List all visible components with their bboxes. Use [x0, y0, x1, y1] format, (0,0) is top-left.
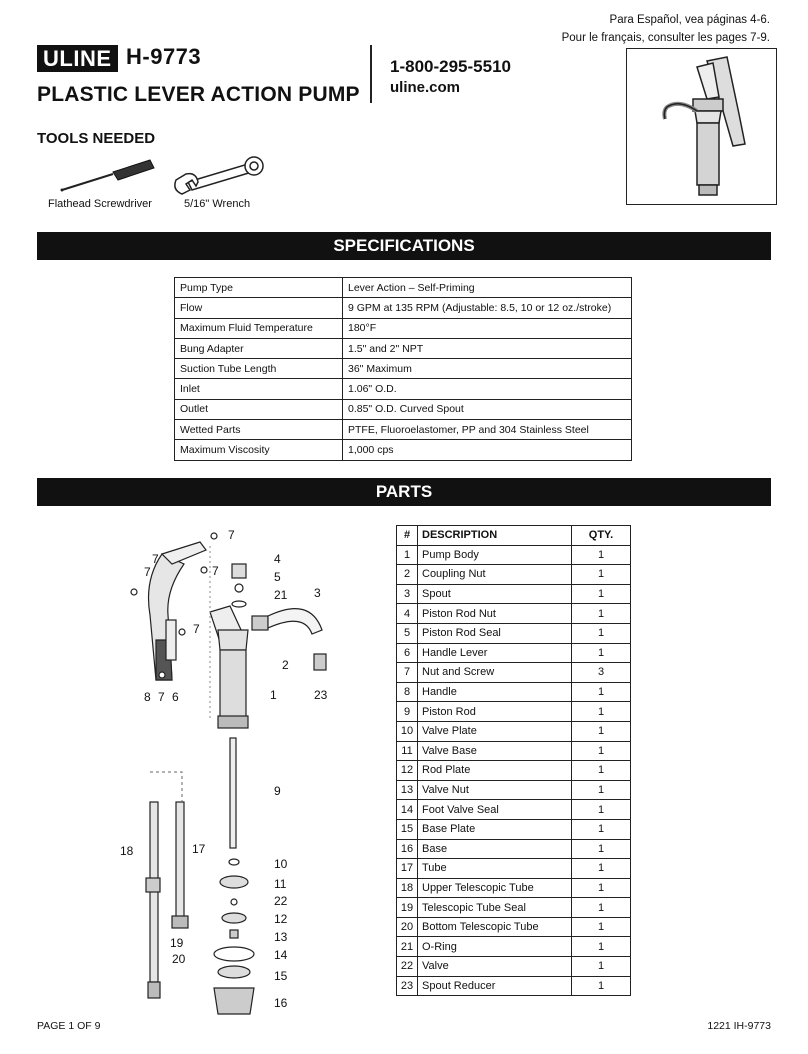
- table-row: [175, 338, 632, 358]
- table-row: [397, 565, 631, 585]
- col-num: #: [397, 526, 418, 546]
- callout-2: 2: [282, 658, 289, 672]
- table-row: [397, 741, 631, 761]
- part-qty: 1: [572, 839, 631, 859]
- spec-value: 1,000 cps: [343, 440, 632, 460]
- part-desc: Rod Plate: [418, 761, 572, 781]
- callout-16: 16: [274, 996, 288, 1010]
- part-desc: Nut and Screw: [418, 663, 572, 683]
- phone-number: 1-800-295-5510: [390, 57, 511, 76]
- table-row: [175, 359, 632, 379]
- callout-7: 7: [158, 690, 165, 704]
- part-num: 12: [397, 761, 418, 781]
- part-qty: 1: [572, 623, 631, 643]
- callout-17: 17: [192, 842, 206, 856]
- part-qty: 3: [572, 663, 631, 683]
- product-image: [626, 48, 777, 205]
- table-row: [397, 761, 631, 781]
- table-row: [397, 663, 631, 683]
- spec-value: 9 GPM at 135 RPM (Adjustable: 8.5, 10 or 12 oz./stroke): [343, 298, 632, 318]
- part-num: 2: [397, 565, 418, 585]
- part-num: 16: [397, 839, 418, 859]
- spec-value: 1.5" and 2" NPT: [343, 338, 632, 358]
- uline-logo: ULINE: [37, 45, 118, 72]
- website: uline.com: [390, 79, 461, 96]
- callout-6: 6: [172, 690, 179, 704]
- spec-label: Outlet: [175, 399, 343, 419]
- part-qty: 1: [572, 800, 631, 820]
- table-row: [175, 278, 632, 298]
- spec-label: Inlet: [175, 379, 343, 399]
- table-row: [175, 318, 632, 338]
- table-row: [397, 937, 631, 957]
- spec-label: Wetted Parts: [175, 420, 343, 440]
- table-row: [397, 878, 631, 898]
- table-row: [175, 440, 632, 460]
- part-num: 21: [397, 937, 418, 957]
- spec-label: Suction Tube Length: [175, 359, 343, 379]
- table-row: [175, 379, 632, 399]
- part-desc: Pump Body: [418, 545, 572, 565]
- part-num: 5: [397, 623, 418, 643]
- callout-4: 4: [274, 552, 281, 566]
- part-qty: 1: [572, 859, 631, 879]
- parts-table: [396, 525, 631, 996]
- page-number: PAGE 1 OF 9: [37, 1020, 101, 1032]
- tools-heading: TOOLS NEEDED: [37, 130, 156, 147]
- specifications-table: [174, 277, 632, 461]
- part-qty: 1: [572, 741, 631, 761]
- part-num: 22: [397, 957, 418, 977]
- callout-18: 18: [120, 844, 134, 858]
- part-qty: 1: [572, 917, 631, 937]
- table-row: [397, 623, 631, 643]
- callout-5: 5: [274, 570, 281, 584]
- part-desc: Upper Telescopic Tube: [418, 878, 572, 898]
- part-num: 23: [397, 976, 418, 996]
- spec-label: Maximum Viscosity: [175, 440, 343, 460]
- callout-21: 21: [274, 588, 288, 602]
- table-row: [397, 643, 631, 663]
- callout-7: 7: [152, 552, 159, 566]
- part-desc: Bottom Telescopic Tube: [418, 917, 572, 937]
- part-qty: 1: [572, 761, 631, 781]
- part-desc: Handle: [418, 682, 572, 702]
- part-desc: Base: [418, 839, 572, 859]
- part-num: 10: [397, 721, 418, 741]
- table-row: [175, 399, 632, 419]
- table-row: [397, 604, 631, 624]
- part-qty: 1: [572, 819, 631, 839]
- part-num: 7: [397, 663, 418, 683]
- callout-12: 12: [274, 912, 288, 926]
- wrench-icon: [168, 150, 268, 201]
- part-qty: 1: [572, 957, 631, 977]
- part-desc: Spout: [418, 584, 572, 604]
- pump-exploded-icon: [110, 520, 400, 1020]
- callout-13: 13: [274, 930, 288, 944]
- callout-1: 1: [270, 688, 277, 702]
- part-qty: 1: [572, 565, 631, 585]
- document-code: 1221 IH-9773: [707, 1020, 771, 1032]
- part-qty: 1: [572, 937, 631, 957]
- callout-20: 20: [172, 952, 186, 966]
- callout-7: 7: [193, 622, 200, 636]
- lang-french-note: Pour le français, consulter les pages 7-9.: [561, 32, 770, 44]
- parts-banner: PARTS: [37, 478, 771, 506]
- callout-22: 22: [274, 894, 288, 908]
- pump-product-icon: [627, 49, 776, 204]
- table-row: [397, 917, 631, 937]
- callout-7: 7: [212, 564, 219, 578]
- callout-7: 7: [228, 528, 235, 542]
- table-row: [397, 780, 631, 800]
- part-num: 1: [397, 545, 418, 565]
- spec-value: PTFE, Fluoroelastomer, PP and 304 Stainless Steel: [343, 420, 632, 440]
- part-num: 9: [397, 702, 418, 722]
- table-row: [397, 859, 631, 879]
- part-qty: 1: [572, 780, 631, 800]
- callout-8: 8: [144, 690, 151, 704]
- callout-19: 19: [170, 936, 184, 950]
- part-qty: 1: [572, 604, 631, 624]
- part-num: 13: [397, 780, 418, 800]
- table-row: [397, 976, 631, 996]
- part-desc: Telescopic Tube Seal: [418, 898, 572, 918]
- table-row: [397, 819, 631, 839]
- table-row: [397, 545, 631, 565]
- part-qty: 1: [572, 898, 631, 918]
- callout-11: 11: [274, 877, 287, 891]
- spec-value: Lever Action – Self-Priming: [343, 278, 632, 298]
- table-row: [397, 721, 631, 741]
- part-desc: Coupling Nut: [418, 565, 572, 585]
- table-header: [397, 526, 631, 546]
- part-qty: 1: [572, 702, 631, 722]
- part-qty: 1: [572, 682, 631, 702]
- header-divider: [370, 45, 372, 103]
- table-row: [397, 682, 631, 702]
- callout-14: 14: [274, 948, 288, 962]
- part-desc: Piston Rod: [418, 702, 572, 722]
- part-desc: Tube: [418, 859, 572, 879]
- callout-7: 7: [144, 565, 151, 579]
- spec-value: 36" Maximum: [343, 359, 632, 379]
- part-num: 15: [397, 819, 418, 839]
- part-num: 19: [397, 898, 418, 918]
- exploded-parts-diagram: [110, 520, 400, 1020]
- callout-3: 3: [314, 586, 321, 600]
- part-qty: 1: [572, 878, 631, 898]
- tool-label-wrench: 5/16" Wrench: [184, 198, 251, 210]
- part-desc: Piston Rod Nut: [418, 604, 572, 624]
- spec-value: 1.06" O.D.: [343, 379, 632, 399]
- lang-spanish-note: Para Español, vea páginas 4-6.: [609, 14, 770, 26]
- screwdriver-icon: [58, 158, 158, 199]
- part-qty: 1: [572, 545, 631, 565]
- table-row: [175, 420, 632, 440]
- part-num: 20: [397, 917, 418, 937]
- part-desc: Foot Valve Seal: [418, 800, 572, 820]
- callout-15: 15: [274, 969, 288, 983]
- page-title: PLASTIC LEVER ACTION PUMP: [37, 83, 360, 106]
- table-row: [397, 839, 631, 859]
- part-num: 8: [397, 682, 418, 702]
- part-num: 3: [397, 584, 418, 604]
- part-qty: 1: [572, 643, 631, 663]
- callout-9: 9: [274, 784, 281, 798]
- table-row: [397, 898, 631, 918]
- callout-10: 10: [274, 857, 288, 871]
- part-qty: 1: [572, 721, 631, 741]
- col-description: DESCRIPTION: [418, 526, 572, 546]
- part-desc: Base Plate: [418, 819, 572, 839]
- spec-label: Flow: [175, 298, 343, 318]
- part-desc: Valve Base: [418, 741, 572, 761]
- specifications-banner: SPECIFICATIONS: [37, 232, 771, 260]
- part-num: 11: [397, 741, 418, 761]
- table-row: [397, 957, 631, 977]
- part-num: 18: [397, 878, 418, 898]
- part-desc: Handle Lever: [418, 643, 572, 663]
- part-desc: O-Ring: [418, 937, 572, 957]
- part-desc: Spout Reducer: [418, 976, 572, 996]
- part-num: 17: [397, 859, 418, 879]
- spec-label: Bung Adapter: [175, 338, 343, 358]
- spec-value: 0.85" O.D. Curved Spout: [343, 399, 632, 419]
- model-number: H-9773: [126, 44, 202, 69]
- table-row: [397, 584, 631, 604]
- spec-value: 180°F: [343, 318, 632, 338]
- spec-label: Maximum Fluid Temperature: [175, 318, 343, 338]
- part-qty: 1: [572, 976, 631, 996]
- part-num: 4: [397, 604, 418, 624]
- table-row: [397, 800, 631, 820]
- table-row: [175, 298, 632, 318]
- callout-23: 23: [314, 688, 328, 702]
- part-num: 14: [397, 800, 418, 820]
- part-qty: 1: [572, 584, 631, 604]
- spec-label: Pump Type: [175, 278, 343, 298]
- part-num: 6: [397, 643, 418, 663]
- part-desc: Valve Plate: [418, 721, 572, 741]
- part-desc: Valve Nut: [418, 780, 572, 800]
- table-row: [397, 702, 631, 722]
- tool-label-screwdriver: Flathead Screwdriver: [48, 198, 152, 210]
- part-desc: Piston Rod Seal: [418, 623, 572, 643]
- part-desc: Valve: [418, 957, 572, 977]
- col-qty: QTY.: [572, 526, 631, 546]
